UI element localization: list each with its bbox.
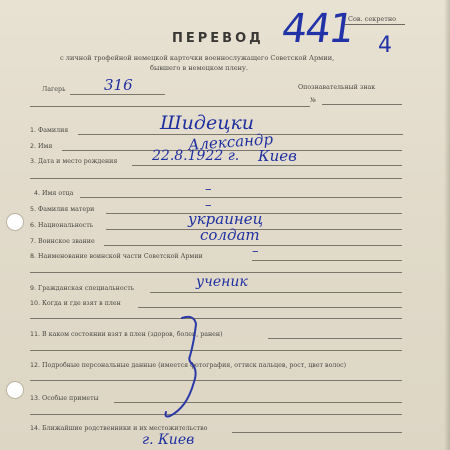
field-14-label: Ближайшие родственники и их местожительство bbox=[42, 425, 208, 432]
field-8-label: Наименование воинской части Советской Армии bbox=[38, 253, 203, 260]
field-9-value: ученик bbox=[196, 274, 248, 290]
classification-underline bbox=[345, 24, 405, 25]
camp-line bbox=[70, 94, 165, 95]
classification-label: Сов. секретно bbox=[348, 15, 397, 23]
field-5-value: – bbox=[205, 198, 212, 213]
archive-stamp-number: 441 bbox=[278, 6, 356, 52]
field-13-label: Особые приметы bbox=[42, 395, 99, 402]
field-8-number: 8. bbox=[30, 253, 37, 260]
field-12-label: Подробные персональные данные (имеется фотография, оттиск пальцев, рост, цвет волос) bbox=[42, 362, 347, 369]
field-9-line bbox=[150, 292, 402, 293]
field-2-value: Александр bbox=[187, 130, 274, 154]
field-4-line bbox=[80, 197, 402, 198]
field-3-extra-line bbox=[30, 178, 402, 179]
badge-number-sign: № bbox=[310, 97, 316, 104]
field-3-date: 22.8.1922 г. bbox=[152, 148, 240, 164]
field-12-number: 12. bbox=[30, 362, 41, 369]
field-4-label: Имя отца bbox=[42, 190, 74, 197]
field-7-number: 7. bbox=[30, 238, 37, 245]
field-11-label: В каком состоянии взят в плен (здоров, болен, ранен) bbox=[42, 331, 223, 338]
field-3-number: 3. bbox=[30, 158, 37, 165]
punch-hole-lower bbox=[6, 381, 24, 399]
page-edge-shadow bbox=[444, 0, 450, 450]
camp-value: 316 bbox=[104, 76, 133, 94]
field-1-label: Фамилия bbox=[38, 127, 69, 134]
header-rule bbox=[30, 106, 310, 107]
field-8-line bbox=[252, 260, 402, 261]
field-14-line bbox=[232, 432, 402, 433]
field-8-value: – bbox=[252, 244, 259, 259]
badge-line bbox=[322, 104, 402, 105]
field-5-label: Фамилия матери bbox=[38, 206, 95, 213]
field-13-number: 13. bbox=[30, 395, 41, 402]
field-6-number: 6. bbox=[30, 222, 37, 229]
archive-stamp-mark: 4 bbox=[378, 33, 392, 58]
camp-label: Лагерь bbox=[42, 86, 66, 93]
badge-label: Опознавательный знак bbox=[298, 84, 376, 91]
field-3-label: Дата и место рождения bbox=[38, 158, 118, 165]
field-6-value: украинец bbox=[188, 210, 264, 228]
field-3-place: Киев bbox=[258, 147, 297, 165]
field-13-line bbox=[114, 402, 402, 403]
field-10-number: 10. bbox=[30, 300, 41, 307]
field-7-label: Воинское звание bbox=[38, 238, 95, 245]
field-10-label: Когда и где взят в плен bbox=[42, 300, 121, 307]
subtitle-line-2: бывшего в немецком плену. bbox=[150, 64, 249, 72]
field-8-extra-line bbox=[30, 272, 402, 273]
cancellation-stroke bbox=[160, 312, 230, 422]
field-1-number: 1. bbox=[30, 127, 37, 134]
field-9-label: Гражданская специальность bbox=[38, 285, 135, 292]
subtitle-line-1: с личной трофейной немецкой карточки военнослужащего Советской Армии, bbox=[60, 54, 335, 62]
field-4-number: 4. bbox=[34, 190, 41, 197]
field-3-line bbox=[132, 165, 402, 166]
field-14-number: 14. bbox=[30, 425, 41, 432]
field-2-label: Имя bbox=[38, 143, 53, 150]
punch-hole-upper bbox=[6, 213, 24, 231]
field-4-value: – bbox=[205, 182, 212, 197]
field-11-line bbox=[268, 338, 402, 339]
field-6-label: Национальность bbox=[38, 222, 94, 229]
field-7-value: солдат bbox=[200, 226, 260, 244]
field-2-number: 2. bbox=[30, 143, 37, 150]
field-11-number: 11. bbox=[30, 331, 41, 338]
field-9-number: 9. bbox=[30, 285, 37, 292]
document-title: ПЕРЕВОД bbox=[172, 31, 264, 46]
field-5-number: 5. bbox=[30, 206, 37, 213]
field-14-value: г. Киев bbox=[142, 432, 195, 448]
field-1-value: Шидецки bbox=[160, 112, 255, 134]
field-10-line bbox=[138, 307, 402, 308]
